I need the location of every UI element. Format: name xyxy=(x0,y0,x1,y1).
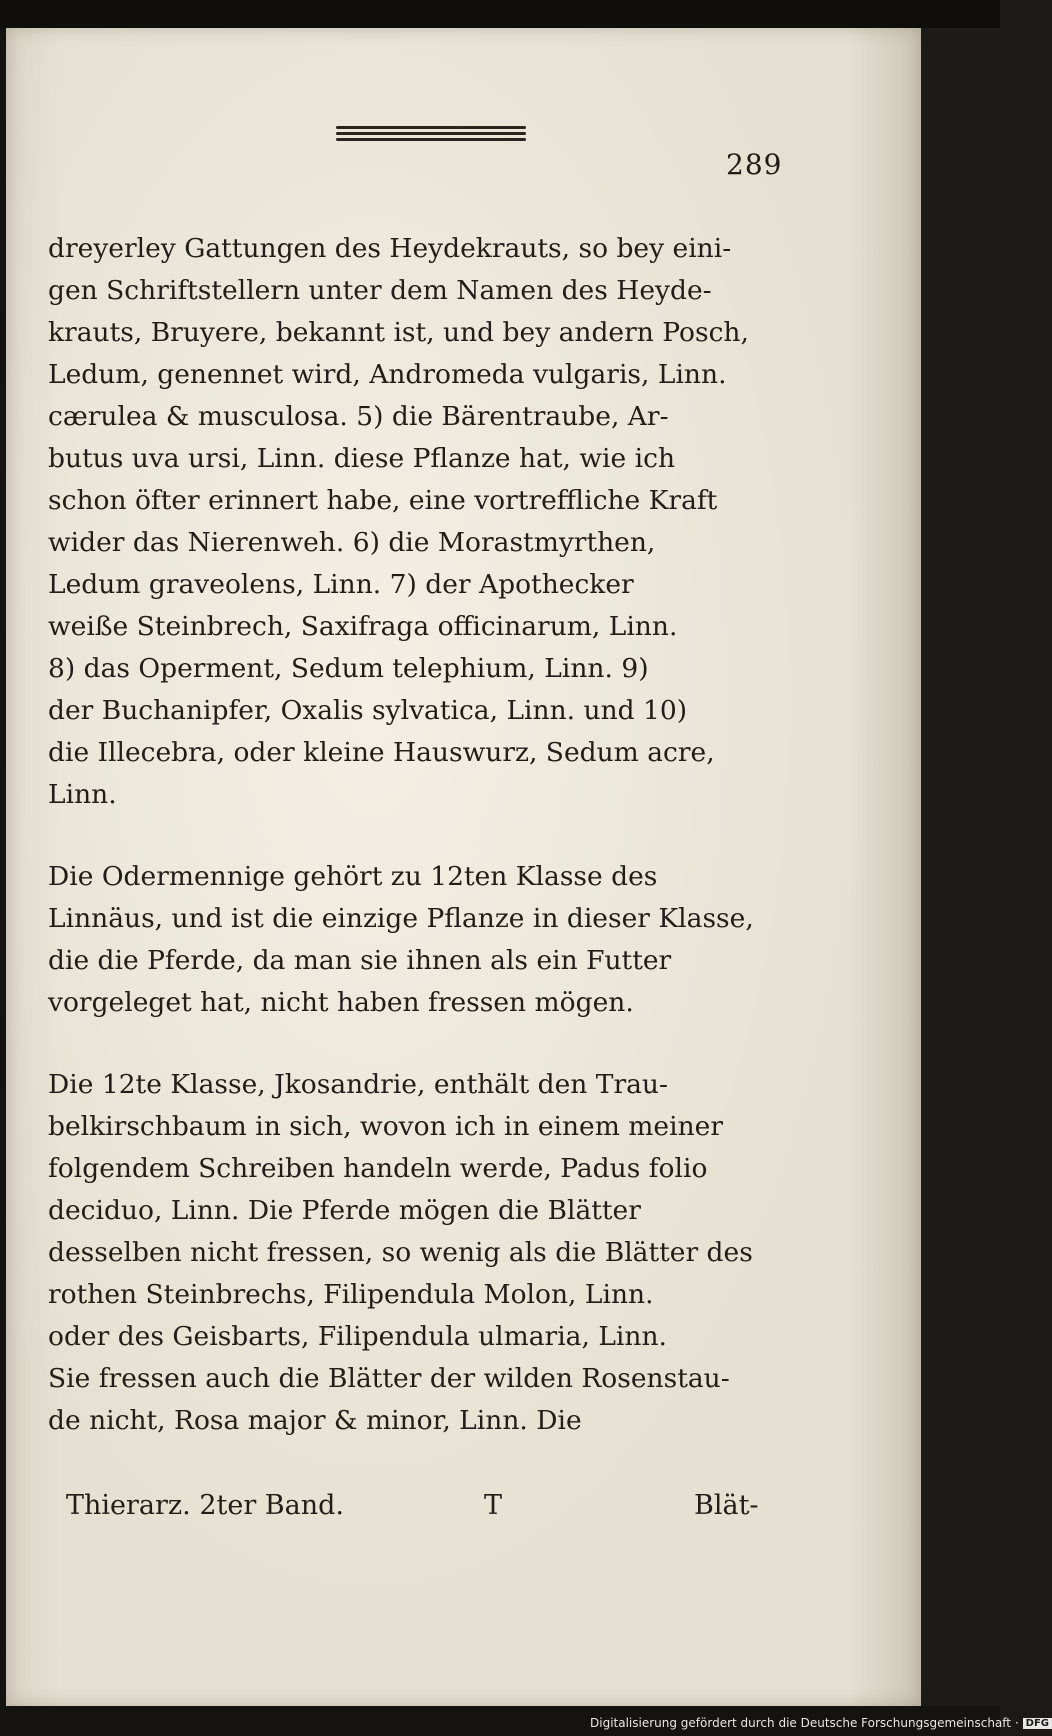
text-line: gen Schriftstellern unter dem Namen des Heyde- xyxy=(48,275,712,306)
text-line: Sie fressen auch die Blätter der wilden Rosenstau- xyxy=(48,1363,730,1394)
text-line: Ledum graveolens, Linn. 7) der Apothecker xyxy=(48,569,634,600)
paragraph-gap xyxy=(48,816,800,856)
text-line: wider das Nierenweh. 6) die Morastmyrthen, xyxy=(48,527,656,558)
sheet-mark: T xyxy=(484,1490,503,1521)
text-line: Ledum, genennet wird, Andromeda vulgaris, Linn. xyxy=(48,359,727,390)
book-edge xyxy=(921,28,1000,1706)
text-line: vorgeleget hat, nicht haben fressen mögen. xyxy=(48,987,634,1018)
scan-top-shadow xyxy=(0,0,1000,30)
book-page xyxy=(6,28,921,1706)
text-line: desselben nicht fressen, so wenig als die Blätter des xyxy=(48,1237,753,1268)
text-line: krauts, Bruyere, bekannt ist, und bey andern Posch, xyxy=(48,317,749,348)
text-line: weiße Steinbrech, Saxifraga officinarum, Linn. xyxy=(48,611,678,642)
page-number: 289 xyxy=(726,148,783,181)
header-ornament-rule xyxy=(336,126,526,144)
text-line: Linn. xyxy=(48,779,117,810)
text-line: dreyerley Gattungen des Heydekrauts, so bey eini- xyxy=(48,233,732,264)
text-line: folgendem Schreiben handeln werde, Padus folio xyxy=(48,1153,708,1184)
catchword: Blät- xyxy=(694,1490,759,1521)
text-line: die Illecebra, oder kleine Hauswurz, Sedum acre, xyxy=(48,737,715,768)
text-line: schon öfter erinnert habe, eine vortreffliche Kraft xyxy=(48,485,718,516)
page-body xyxy=(48,228,800,1442)
text-line: oder des Geisbarts, Filipendula ulmaria, Linn. xyxy=(48,1321,667,1352)
signature-line: Thierarz. 2ter Band. xyxy=(66,1490,345,1521)
text-line: de nicht, Rosa major & minor, Linn. Die xyxy=(48,1405,582,1436)
text-line: cærulea & musculosa. 5) die Bärentraube, Ar- xyxy=(48,401,669,432)
dfg-logo: DFG xyxy=(1023,1718,1052,1729)
text-line: Die 12te Klasse, Jkosandrie, enthält den Trau- xyxy=(48,1069,668,1100)
text-line: Die Odermennige gehört zu 12ten Klasse des xyxy=(48,861,658,892)
credit-text: Digitalisierung gefördert durch die Deutsche Forschungsgemeinschaft · xyxy=(590,1716,1019,1730)
text-line: Linnäus, und ist die einzige Pflanze in dieser Klasse, xyxy=(48,903,754,934)
text-line: rothen Steinbrechs, Filipendula Molon, Linn. xyxy=(48,1279,654,1310)
text-line: belkirschbaum in sich, wovon ich in einem meiner xyxy=(48,1111,723,1142)
text-line: deciduo, Linn. Die Pferde mögen die Blätter xyxy=(48,1195,641,1226)
text-line: die die Pferde, da man sie ihnen als ein Futter xyxy=(48,945,672,976)
digitization-credit xyxy=(590,1716,1052,1730)
text-line: 8) das Operment, Sedum telephium, Linn. 9) xyxy=(48,653,649,684)
text-line: der Buchanipfer, Oxalis sylvatica, Linn. und 10) xyxy=(48,695,688,726)
paragraph-gap xyxy=(48,1024,800,1064)
text-line: butus uva ursi, Linn. diese Pflanze hat, wie ich xyxy=(48,443,676,474)
